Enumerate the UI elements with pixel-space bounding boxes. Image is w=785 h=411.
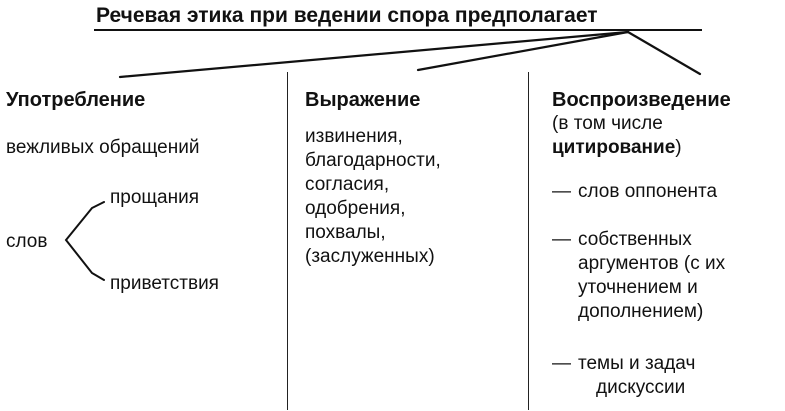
expression-item: извинения, xyxy=(305,126,403,147)
reproduction-note-line1: (в том числе xyxy=(552,113,663,134)
reproduction-item-own-arguments: собственных xyxy=(578,229,692,250)
divider-right xyxy=(528,72,529,410)
reproduction-item-discussion: дискуссии xyxy=(596,377,686,398)
reproduction-note-suffix: ) xyxy=(675,137,682,158)
expression-item: одобрения, xyxy=(305,198,406,219)
reproduction-item-opponent-words: слов оппонента xyxy=(578,181,718,202)
reproduction-note-line2 xyxy=(552,136,682,160)
expression-item: похвалы, xyxy=(305,222,386,243)
reproduction-item-dash: — xyxy=(552,353,571,374)
expression-item: согласия, xyxy=(305,174,390,195)
usage-polite-addresses: вежливых обращений xyxy=(6,137,200,158)
reproduction-item-own-arguments-rest: аргументов (с их уточнением и дополнением) xyxy=(578,253,726,322)
usage-greeting: приветствия xyxy=(110,273,219,294)
reproduction-item-dash: — xyxy=(552,181,571,202)
usage-farewell: прощания xyxy=(110,187,200,208)
usage-heading: Употребление xyxy=(6,89,146,111)
expression-item: (заслуженных) xyxy=(305,246,435,267)
reproduction-item-dash: — xyxy=(552,229,571,250)
title-underline xyxy=(94,29,702,31)
reproduction-item-topic-tasks: темы и задач xyxy=(578,353,696,374)
reproduction-note-bold: цитирование xyxy=(552,137,676,158)
divider-left xyxy=(287,72,288,410)
connector-to-expression xyxy=(418,32,628,70)
diagram-title: Речевая этика при ведении спора предполагает xyxy=(96,4,598,27)
words-brace xyxy=(66,202,104,280)
expression-heading: Выражение xyxy=(305,89,421,111)
connector-to-usage xyxy=(120,32,628,77)
expression-item: благодарности, xyxy=(305,150,441,171)
reproduction-heading: Воспроизведение xyxy=(552,89,731,111)
connector-to-reproduction xyxy=(628,32,700,74)
usage-words: слов xyxy=(6,231,48,252)
